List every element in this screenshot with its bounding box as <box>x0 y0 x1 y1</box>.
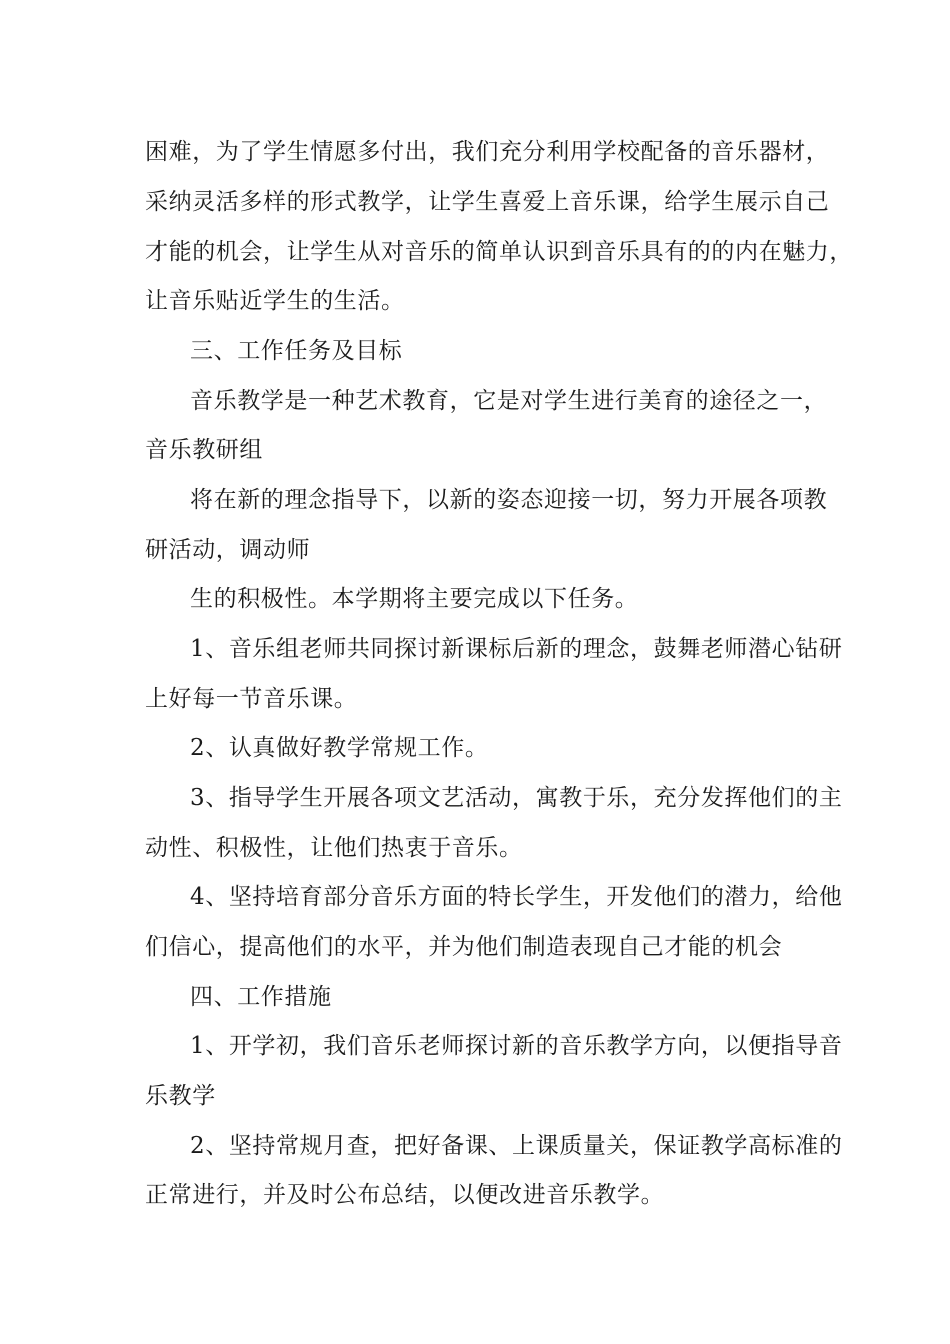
text-line: 让音乐贴近学生的生活。 <box>145 288 405 314</box>
list-item: 1、开学初，我们音乐老师探讨新的音乐教学方向，以便指导音 <box>190 1033 843 1059</box>
list-item: 1、音乐组老师共同探讨新课标后新的理念，鼓舞老师潜心钻研 <box>190 636 843 662</box>
list-item: 3、指导学生开展各项文艺活动，寓教于乐，充分发挥他们的主 <box>190 785 843 811</box>
text-line: 采纳灵活多样的形式教学，让学生喜爱上音乐课，给学生展示自己 <box>145 189 830 215</box>
section-heading: 三、工作任务及目标 <box>190 338 403 364</box>
text-line: 上好每一节音乐课。 <box>145 686 358 712</box>
text-line: 们信心，提高他们的水平，并为他们制造表现自己才能的机会 <box>145 934 783 960</box>
text-line: 音乐教研组 <box>145 437 263 463</box>
text-line: 正常进行，并及时公布总结，以便改进音乐教学。 <box>145 1182 665 1208</box>
text-line: 才能的机会，让学生从对音乐的简单认识到音乐具有的的内在魅力， <box>145 239 853 265</box>
section-heading: 四、工作措施 <box>190 984 332 1010</box>
list-item: 4、坚持培育部分音乐方面的特长学生，开发他们的潜力，给他 <box>190 884 843 910</box>
list-item: 2、坚持常规月查，把好备课、上课质量关，保证教学高标准的 <box>190 1133 843 1159</box>
text-line: 音乐教学是一种艺术教育，它是对学生进行美育的途径之一， <box>190 388 828 414</box>
list-item: 2、认真做好教学常规工作。 <box>190 735 489 761</box>
text-line: 研活动，调动师 <box>145 537 311 563</box>
text-line: 将在新的理念指导下，以新的姿态迎接一切，努力开展各项教 <box>190 487 828 513</box>
text-line: 生的积极性。本学期将主要完成以下任务。 <box>190 586 639 612</box>
text-line: 动性、积极性，让他们热衷于音乐。 <box>145 835 523 861</box>
text-line: 乐教学 <box>145 1083 216 1109</box>
text-line: 困难，为了学生情愿多付出，我们充分利用学校配备的音乐器材， <box>145 139 830 165</box>
